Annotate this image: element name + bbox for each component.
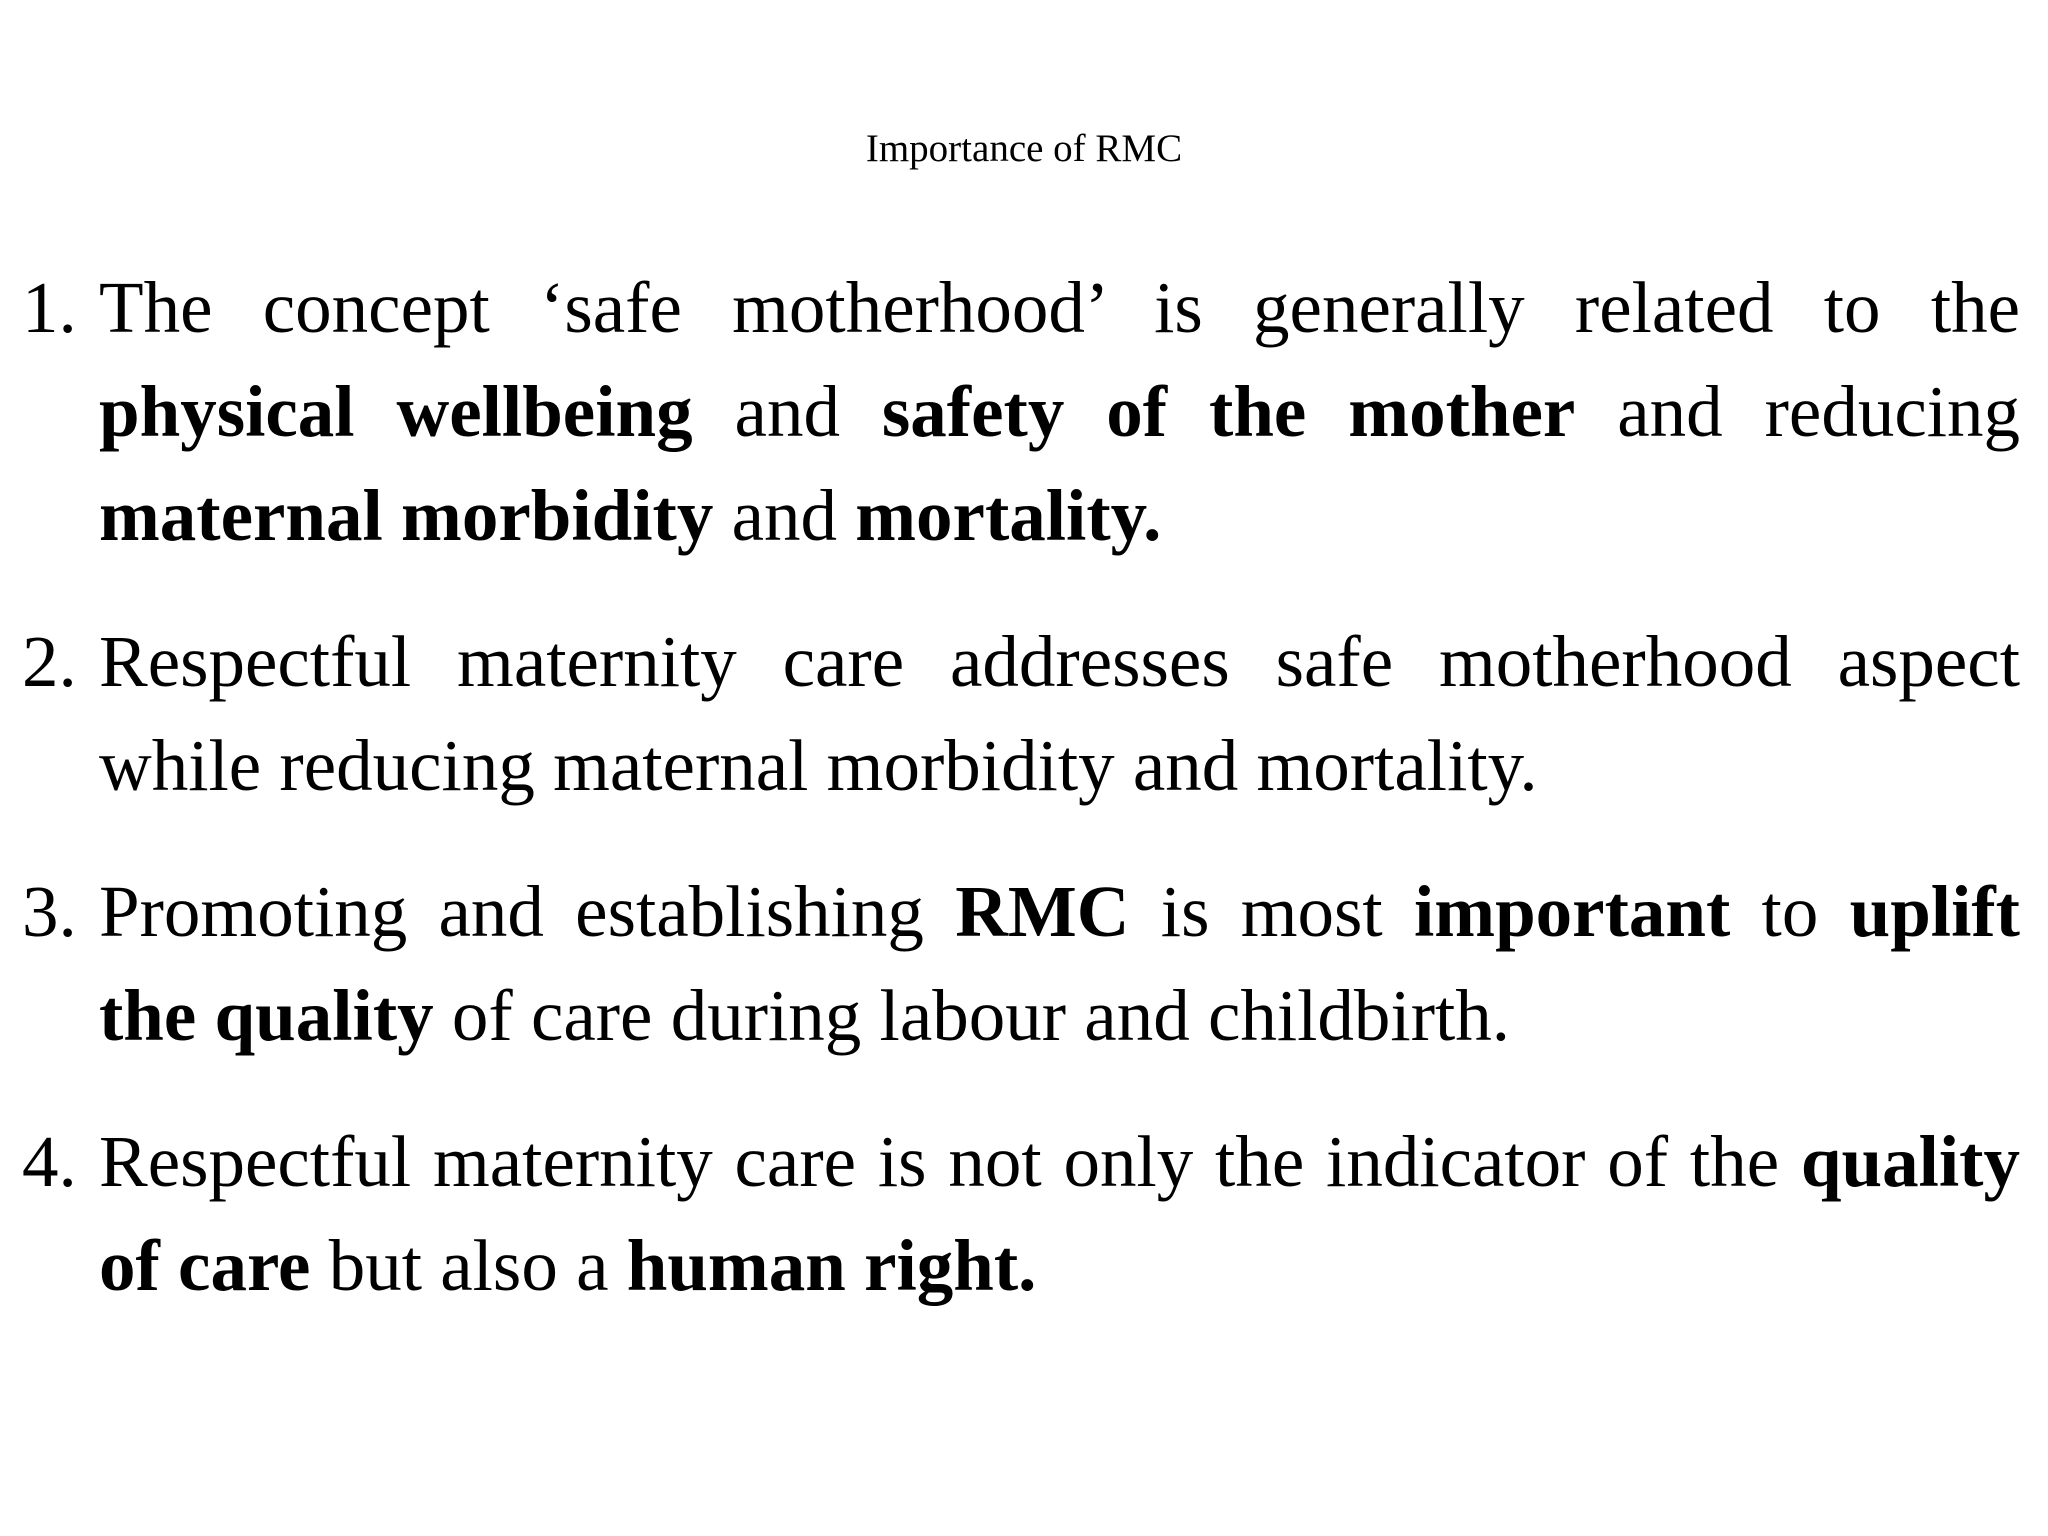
- emphasis: maternal morbidity: [99, 475, 714, 556]
- emphasis: human right.: [626, 1225, 1037, 1306]
- emphasis: safety of the mother: [881, 371, 1576, 452]
- emphasis: mortality.: [855, 475, 1162, 556]
- item-text: Respectful maternity care is not only the indicator of the quality of care but also a human right.: [99, 1121, 2020, 1306]
- emphasis: uplift the quality: [99, 871, 2020, 1056]
- item-text: The concept ‘safe motherhood’ is generally related to the physical wellbeing and safety of the mother and reducing maternal morbidity and mortality.: [99, 267, 2021, 556]
- item-number: 3.: [22, 871, 77, 952]
- page-title: Importance of RMC: [865, 127, 1183, 170]
- item-number: 4.: [22, 1121, 77, 1202]
- item-text: Respectful maternity care addresses safe motherhood aspect while reducing maternal morbidity and mortality.: [99, 621, 2020, 806]
- emphasis: quality of care: [99, 1121, 2020, 1306]
- item-number: 2.: [22, 621, 77, 702]
- emphasis: physical wellbeing: [99, 371, 693, 452]
- emphasis: RMC: [955, 871, 1130, 952]
- importance-list: [22, 256, 2020, 1318]
- item-text: Promoting and establishing RMC is most important to uplift the quality of care during labour and childbirth.: [99, 871, 2020, 1056]
- list-item: [22, 1110, 2020, 1318]
- item-number: 1.: [22, 267, 77, 348]
- emphasis: important: [1413, 871, 1731, 952]
- list-item: [22, 860, 2020, 1068]
- list-item: [22, 256, 2020, 568]
- list-item: [22, 610, 2020, 818]
